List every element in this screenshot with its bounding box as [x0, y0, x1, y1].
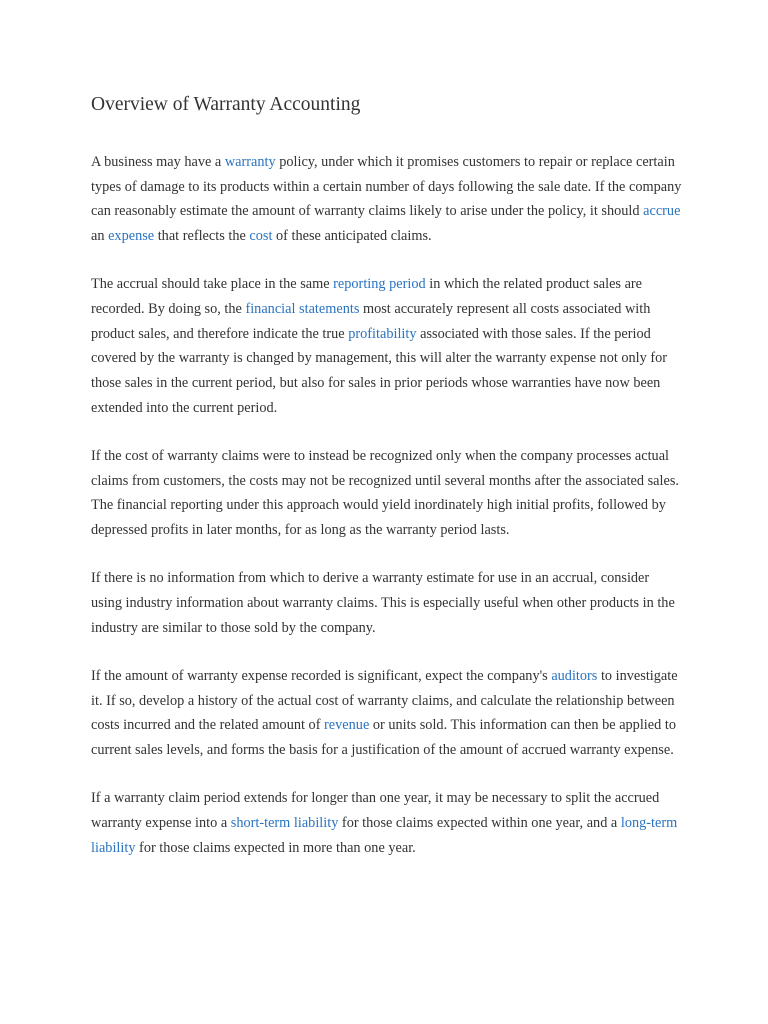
paragraph-text: to investigate it. If so, develop a history of the actual cost of warranty claims, and calculate the relationship between costs incurred and the related amount of [91, 667, 678, 734]
link-short-term-liability[interactable]: short-term liability [230, 814, 339, 831]
paragraph-text: that reflects the [154, 228, 250, 245]
paragraph-5 [91, 664, 683, 763]
link-auditors[interactable]: auditors [551, 667, 598, 684]
paragraph-text: of these anticipated claims. [272, 228, 432, 245]
paragraph-text: an [91, 228, 109, 245]
paragraph-4 [91, 566, 683, 640]
paragraph-text: A business may have a [91, 154, 225, 170]
paragraph-text: policy, under which it promises customers to repair or replace certain types of damage to its products within a certain number of days following the sale date. If the company can reasonably estimate the amount of warranty claims likely to arise under the policy, it should [91, 154, 682, 220]
paragraph-text: If the cost of warranty claims were to instead be recognized only when the company processes actual claims from customers, the costs may not be recognized until several months after the associated sales. The financial reporting under this approach would yield inordinately high initial profits, followed by depressed profits in later months, for as long as the warranty period lasts. [91, 448, 679, 539]
paragraph-text: for those claims expected within one year, and a [338, 814, 621, 831]
paragraph-text: If there is no information from which to derive a warranty estimate for use in an accrual, consider using industry information about warranty claims. This is especially useful when other products in the industry are similar to those sold by the company. [91, 570, 675, 636]
paragraph-text: associated with those sales. If the period covered by the warranty is changed by management, this will alter the warranty expense not only for those sales in the current period, but also for sales in prior periods whose warranties have now been extended into the current period. [91, 325, 668, 416]
paragraph-text: If a warranty claim period extends for longer than one year, it may be necessary to split the accrued warranty expense into a [91, 790, 660, 831]
link-revenue[interactable]: revenue [324, 717, 370, 734]
paragraph-text: The accrual should take place in the same [91, 276, 334, 293]
paragraph-text: If the amount of warranty expense recorded is significant, expect the company's [91, 667, 552, 684]
paragraph-text: in which the related product sales are recorded. By doing so, the [91, 276, 643, 318]
paragraph-text: for those claims expected in more than one year. [135, 839, 416, 856]
link-long-term-liability[interactable]: long-term liability [91, 814, 678, 856]
paragraph-6 [91, 786, 683, 860]
paragraph-1 [91, 150, 683, 249]
link-cost[interactable]: cost [249, 228, 273, 245]
link-profitability[interactable]: profitability [348, 325, 417, 342]
paragraph-3 [91, 444, 683, 543]
page-title: Overview of Warranty Accounting [91, 94, 361, 115]
link-expense[interactable]: expense [108, 228, 155, 245]
paragraph-text: most accurately represent all costs associated with product sales, and therefore indicate the true [91, 301, 651, 342]
link-financial-statements[interactable]: financial statements [245, 301, 360, 318]
link-reporting-period[interactable]: reporting period [333, 276, 426, 293]
article [91, 90, 683, 884]
link-warranty[interactable]: warranty [224, 154, 276, 170]
paragraph-2 [91, 272, 683, 420]
paragraph-text: or units sold. This information can then be applied to current sales levels, and forms the basis for a justification of the amount of accrued warranty expense. [91, 717, 676, 759]
link-accrue[interactable]: accrue [643, 203, 681, 220]
